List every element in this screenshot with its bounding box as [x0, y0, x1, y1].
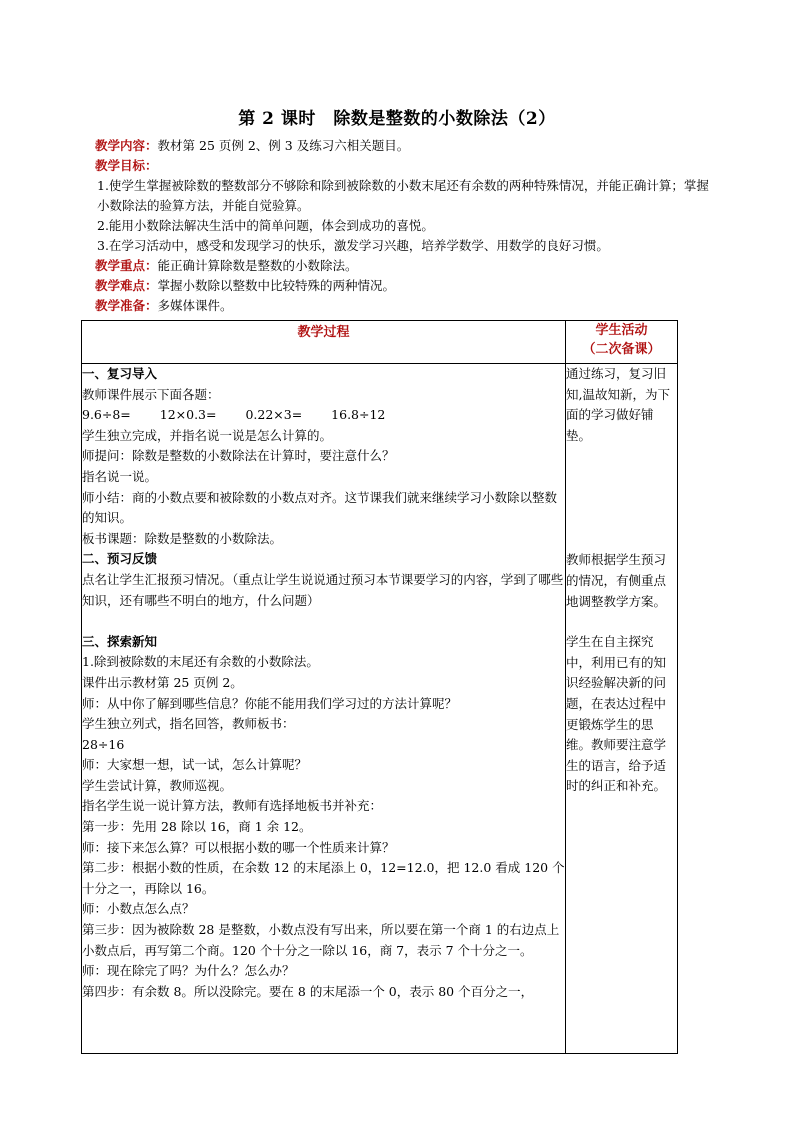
process-line: 指名学生说一说计算方法，教师有选择地板书并补充：: [82, 798, 383, 814]
section-title: 二、预习反馈: [82, 551, 158, 567]
process-line: 师提问：除数是整数的小数除法在计算时，要注意什么？: [82, 448, 395, 464]
process-line: 师：现在除完了吗？为什么？怎么办？: [82, 963, 295, 979]
process-line: 课件出示教材第 25 页例 2。: [82, 674, 243, 690]
header-right-line1: 学生活动: [595, 323, 648, 338]
content-text: 教材第 25 页例 2、例 3 及练习六相关题目。: [157, 138, 410, 153]
process-line: 第三步：因为被除数 28 是整数，小数点没有写出来，所以要在第一个商 1 的右边点上小数点后，再写第二个商。120 个十分之一除以 16，商 7，表示 7 个十分之一。: [82, 922, 560, 958]
activity-note: 通过练习，复习旧知,温故知新，为下面的学习做好铺垫。: [566, 366, 670, 443]
difficulty-text: 掌握小数除以整数中比较特殊的两种情况。: [157, 278, 396, 293]
prep-text: 多媒体课件。: [157, 298, 233, 313]
process-line: 学生独立完成，并指名说一说是怎么计算的。: [82, 427, 333, 443]
goal-item: 2.能用小数除法解决生活中的简单问题，体会到成功的喜悦。: [97, 218, 434, 233]
goals-row: [95, 156, 715, 176]
process-cell: [82, 364, 566, 1054]
lesson-meta: [95, 136, 715, 316]
lesson-title: 第 2 课时 除数是整数的小数除法（2）: [238, 109, 556, 129]
process-line: 点名让学生汇报预习情况。（重点让学生说说通过预习本节课要学习的内容，学到了哪些知识，还有哪些不明白的地方，什么问题）: [82, 571, 564, 608]
process-line: 师：从中你了解到哪些信息？你能不能用我们学习过的方法计算呢？: [82, 695, 458, 711]
activity-note: 教师根据学生预习的情况，有侧重点地调整教学方案。: [566, 552, 667, 609]
process-line: 指名说一说。: [82, 468, 158, 484]
key-text: 能正确计算除数是整数的小数除法。: [157, 258, 358, 273]
difficulty-row: [95, 276, 715, 296]
teaching-process-table: [81, 320, 678, 1054]
process-line: 师小结：商的小数点要和被除数的小数点对齐。这节课我们就来继续学习小数除以整数的知识。: [82, 489, 558, 526]
process-line: 9.6÷8= 12×0.3= 0.22×3= 16.8÷12: [82, 407, 386, 423]
process-line: 师：接下来怎么算？可以根据小数的哪一个性质来计算？: [82, 839, 395, 855]
student-activity-cell: [566, 364, 678, 1054]
goal-item: 3.在学习活动中，感受和发现学习的快乐，激发学习兴趣，培养学数学、用数学的良好习惯。: [97, 238, 609, 253]
difficulty-label: 教学难点：: [95, 278, 158, 293]
activity-note: 学生在自主探究中，利用已有的知识经验解决新的问题，在表达过程中更锻炼学生的思维。教师要注意学生的语言，给予适时的纠正和补充。: [566, 634, 667, 794]
process-line: 第一步：先用 28 除以 16，商 1 余 12。: [82, 819, 312, 835]
process-line: 板书课题：除数是整数的小数除法。: [82, 530, 283, 546]
spacer: [82, 611, 565, 632]
process-line: 学生独立列式，指名回答，教师板书：: [82, 716, 295, 732]
process-line: 师：大家想一想，试一试，怎么计算呢？: [82, 757, 308, 773]
content-row: [95, 136, 715, 156]
section-title: 一、复习导入: [82, 366, 158, 381]
prep-row: [95, 296, 715, 316]
process-line: 师：小数点怎么点？: [82, 901, 195, 917]
key-row: [95, 256, 715, 276]
process-line: 教师课件展示下面各题：: [82, 386, 220, 402]
section-title: 三、探索新知: [82, 633, 158, 649]
goals-label: 教学目标：: [95, 158, 158, 173]
process-line: 第四步：有余数 8。所以没除完。要在 8 的末尾添一个 0，表示 80 个百分之一，: [82, 983, 534, 999]
prep-label: 教学准备：: [95, 298, 158, 313]
process-line: 学生尝试计算，教师巡视。: [82, 777, 233, 793]
header-teaching-process: 教学过程: [82, 321, 566, 364]
process-line: 1.除到被除数的末尾还有余数的小数除法。: [82, 654, 319, 670]
header-right-line2: （二次备课）: [582, 342, 661, 357]
header-student-activity: [566, 321, 678, 364]
process-line: 第二步：根据小数的性质，在余数 12 的末尾添上 0，12=12.0，把 12.0 看成 120 个十分之一，再除以 16。: [82, 860, 565, 896]
content-label: 教学内容：: [95, 138, 158, 153]
key-label: 教学重点：: [95, 258, 158, 273]
process-line: 28÷16: [82, 736, 125, 752]
goal-item: 1.使学生掌握被除数的整数部分不够除和除到被除数的小数末尾还有余数的两种特殊情况，并能正确计算；掌握小数除法的验算方法，并能自觉验算。: [97, 178, 709, 213]
